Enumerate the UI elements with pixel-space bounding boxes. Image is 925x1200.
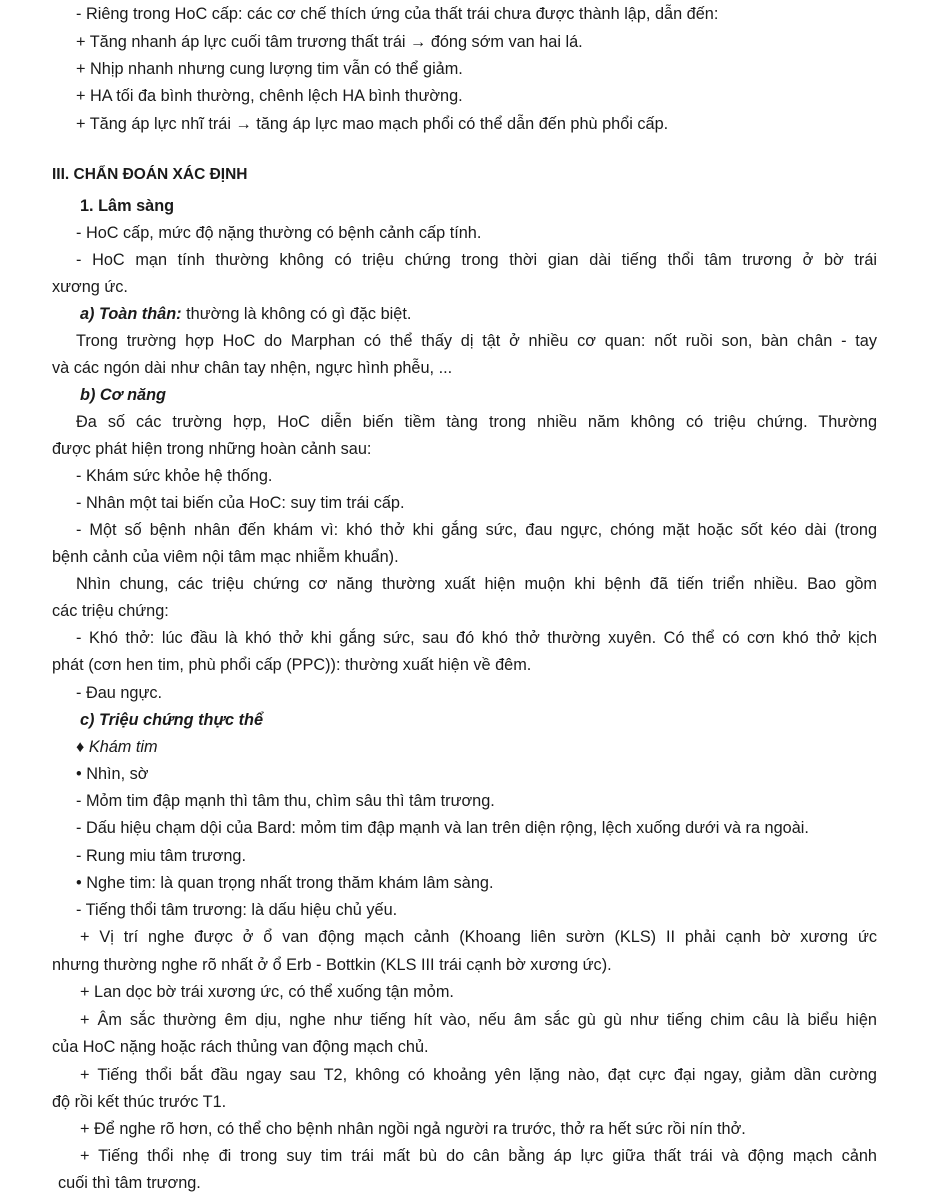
text-line: - Dấu hiệu chạm dội của Bard: mỏm tim đập mạnh và lan trên diện rộng, lệch xuống dưới và ra ngoài. [76,819,809,837]
text-line: cuối thì tâm trương. [58,1174,201,1192]
text-line: + HA tối đa bình thường, chênh lệch HA bình thường. [76,87,463,105]
text-line: ♦ Khám tim [76,738,158,756]
text-line: - Nhân một tai biến của HoC: suy tim trái cấp. [76,494,405,512]
text-line: • Nhìn, sờ [76,765,149,783]
text-line: + Tiếng thổi bắt đầu ngay sau T2, không có khoảng yên lặng nào, đạt cực đại ngay, giảm dần cường [80,1066,877,1084]
subheading-title: c) Triệu chứng thực thể [80,711,264,729]
text-line: Nhìn chung, các triệu chứng cơ năng thường xuất hiện muộn khi bệnh đã tiến triển nhiều. Bao gồm [76,575,877,593]
text-line: + Tăng áp lực nhĩ trái → tăng áp lực mao mạch phổi có thể dẫn đến phù phổi cấp. [76,115,669,133]
subheading-title: a) Toàn thân: [80,305,182,323]
text-line: - Một số bệnh nhân đến khám vì: khó thở khi gắng sức, đau ngực, chóng mặt hoặc sốt kéo dài (trong [76,521,877,539]
text-line: độ rồi kết thúc trước T1. [52,1093,227,1111]
text-line: + Tăng nhanh áp lực cuối tâm trương thất trái → đóng sớm van hai lá. [76,33,583,51]
text-line: của HoC nặng hoặc rách thủng van động mạch chủ. [52,1038,429,1056]
subsection-heading: 1. Lâm sàng [80,197,175,215]
text-line: Đa số các trường hợp, HoC diễn biến tiềm tàng trong nhiều năm không có triệu chứng. Thường [76,413,877,431]
text-line: - HoC cấp, mức độ nặng thường có bệnh cảnh cấp tính. [76,224,482,242]
text-line: - Đau ngực. [76,684,163,702]
text-line: và các ngón dài như chân tay nhện, ngực hình phễu, ... [52,359,453,377]
text-line: - Riêng trong HoC cấp: các cơ chế thích ứng của thất trái chưa được thành lập, dẫn đến: [76,5,719,23]
section-heading: III. CHẨN ĐOÁN XÁC ĐỊNH [52,166,248,183]
text-line: nhưng thường nghe rõ nhất ở ổ Erb - Bottkin (KLS III trái cạnh bờ xương ức). [52,956,612,974]
subheading-line [80,304,411,324]
text-line: - Tiếng thổi tâm trương: là dấu hiệu chủ yếu. [76,901,398,919]
text-line: - HoC mạn tính thường không có triệu chứng trong thời gian dài tiếng thổi tâm trương ở bờ trái [76,251,877,269]
text-line: + Tiếng thổi nhẹ đi trong suy tim trái mất bù do cân bằng áp lực giữa thất trái và động mạch cảnh [80,1147,877,1165]
text-line: • Nghe tim: là quan trọng nhất trong thăm khám lâm sàng. [76,874,494,892]
text-line: các triệu chứng: [52,602,169,620]
text-line: + Để nghe rõ hơn, có thể cho bệnh nhân ngồi ngả người ra trước, thở ra hết sức rồi nín thở. [80,1120,746,1138]
text-line: - Rung miu tâm trương. [76,847,246,865]
text-line: bệnh cảnh của viêm nội tâm mạc nhiễm khuẩn). [52,548,399,566]
text-line: + Vị trí nghe được ở ổ van động mạch cảnh (Khoang liên sườn (KLS) II phải cạnh bờ xương ức [80,928,877,946]
text-line: phát (cơn hen tim, phù phổi cấp (PPC)): thường xuất hiện về đêm. [52,656,532,674]
text-line: + Nhịp nhanh nhưng cung lượng tim vẫn có thể giảm. [76,60,463,78]
text-line: Trong trường hợp HoC do Marphan có thể thấy dị tật ở nhiều cơ quan: nốt ruồi son, bàn chân - tay [76,332,877,350]
text-line: được phát hiện trong những hoàn cảnh sau: [52,440,372,458]
subheading-title: b) Cơ năng [80,386,166,404]
text-line: xương ức. [52,278,128,296]
text-line: + Lan dọc bờ trái xương ức, có thể xuống tận mỏm. [80,983,454,1001]
text-line: - Khám sức khỏe hệ thống. [76,467,273,485]
text-line: - Khó thở: lúc đầu là khó thở khi gắng sức, sau đó khó thở thường xuyên. Có thể có cơn khó thở kịch [76,629,877,647]
text-line: + Âm sắc thường êm dịu, nghe như tiếng hít vào, nếu âm sắc gù gù như tiếng chim câu là biểu hiện [80,1011,877,1029]
text-line: - Mỏm tim đập mạnh thì tâm thu, chìm sâu thì tâm trương. [76,792,495,810]
text-span: thường là không có gì đặc biệt. [181,305,412,323]
